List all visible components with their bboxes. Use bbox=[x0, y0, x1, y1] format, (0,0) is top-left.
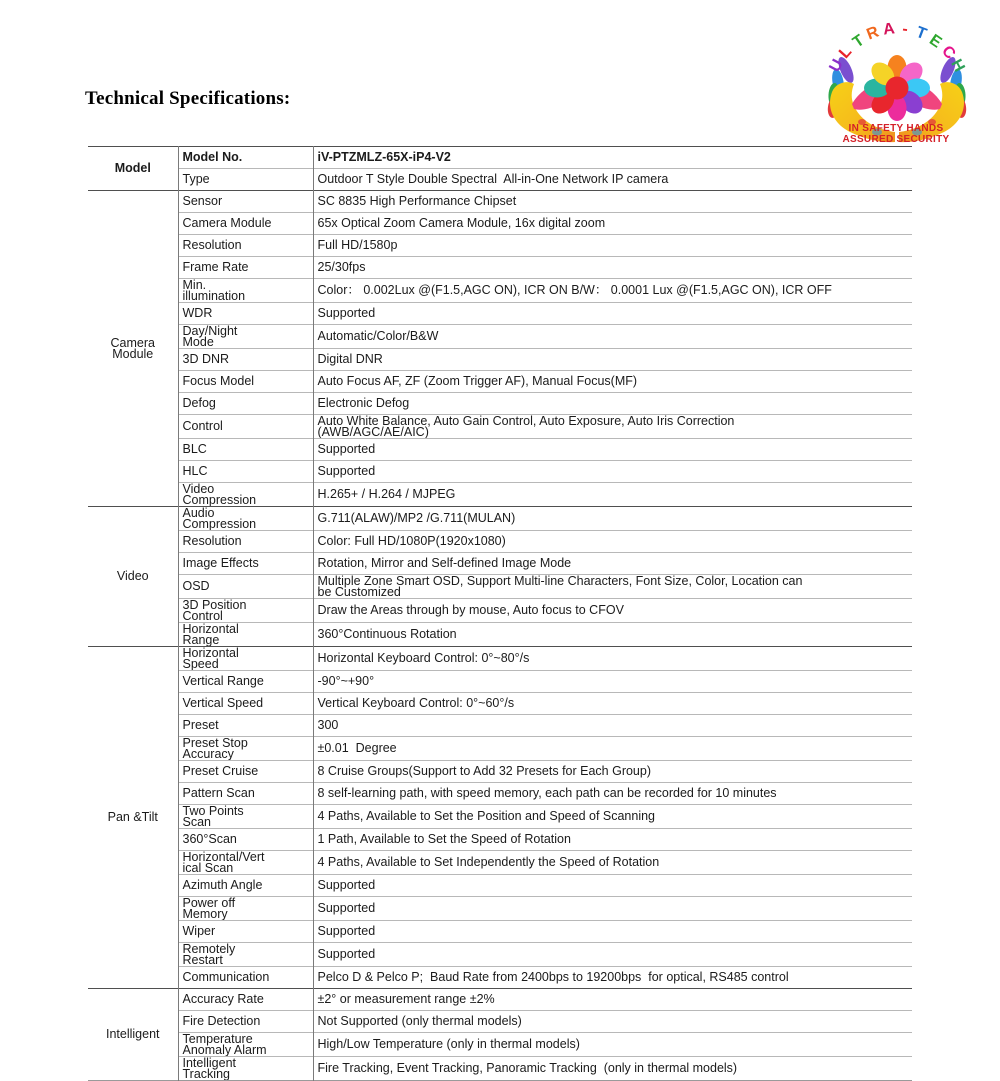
param-cell: Remotely Restart bbox=[178, 943, 313, 967]
param-cell: Accuracy Rate bbox=[178, 989, 313, 1011]
table-row bbox=[88, 805, 912, 829]
logo-letter: A bbox=[882, 20, 896, 40]
param-cell: Preset bbox=[178, 715, 313, 737]
logo-tagline-2: ASSURED SECURITY bbox=[842, 134, 950, 145]
value-cell: SC 8835 High Performance Chipset bbox=[313, 191, 912, 213]
value-cell: 25/30fps bbox=[313, 257, 912, 279]
param-cell: Min. illumination bbox=[178, 279, 313, 303]
table-row bbox=[88, 647, 912, 671]
table-row bbox=[88, 439, 912, 461]
table-row bbox=[88, 257, 912, 279]
param-cell: Sensor bbox=[178, 191, 313, 213]
table-row bbox=[88, 1011, 912, 1033]
param-cell: Day/Night Mode bbox=[178, 325, 313, 349]
logo-letter: L bbox=[836, 43, 856, 62]
param-cell: 3D Position Control bbox=[178, 599, 313, 623]
value-cell: Automatic/Color/B&W bbox=[313, 325, 912, 349]
value-cell: Rotation, Mirror and Self-defined Image Mode bbox=[313, 553, 912, 575]
param-cell: WDR bbox=[178, 303, 313, 325]
value-cell: Fire Tracking, Event Tracking, Panoramic Tracking (only in thermal models) bbox=[313, 1057, 912, 1081]
logo-letter: H bbox=[947, 56, 968, 75]
value-cell: Supported bbox=[313, 875, 912, 897]
table-row bbox=[88, 191, 912, 213]
value-cell: Pelco D & Pelco P; Baud Rate from 2400bps to 19200bps for optical, RS485 control bbox=[313, 967, 912, 989]
table-row bbox=[88, 715, 912, 737]
table-row bbox=[88, 575, 912, 599]
value-cell: 360°Continuous Rotation bbox=[313, 623, 912, 647]
param-cell: Pattern Scan bbox=[178, 783, 313, 805]
category-cell: Camera Module bbox=[88, 191, 178, 507]
logo-tagline-1: IN SAFETY HANDS bbox=[848, 123, 944, 134]
table-row bbox=[88, 531, 912, 553]
param-cell: Vertical Speed bbox=[178, 693, 313, 715]
logo-letter: C bbox=[937, 42, 959, 63]
spec-table-wrap bbox=[88, 146, 912, 1081]
logo-letter: E bbox=[926, 31, 945, 52]
value-cell: G.711(ALAW)/MP2 /G.711(MULAN) bbox=[313, 507, 912, 531]
param-cell: HLC bbox=[178, 461, 313, 483]
table-row bbox=[88, 761, 912, 783]
value-cell: Supported bbox=[313, 921, 912, 943]
table-row bbox=[88, 371, 912, 393]
value-cell: Vertical Keyboard Control: 0°~60°/s bbox=[313, 693, 912, 715]
category-cell: Model bbox=[88, 147, 178, 191]
param-cell: Vertical Range bbox=[178, 671, 313, 693]
value-cell: Auto Focus AF, ZF (Zoom Trigger AF), Manual Focus(MF) bbox=[313, 371, 912, 393]
table-row bbox=[88, 393, 912, 415]
value-cell: H.265+ / H.264 / MJPEG bbox=[313, 483, 912, 507]
value-cell: 4 Paths, Available to Set the Position and Speed of Scanning bbox=[313, 805, 912, 829]
table-row bbox=[88, 235, 912, 257]
value-cell: Supported bbox=[313, 897, 912, 921]
table-row bbox=[88, 671, 912, 693]
logo-letter: - bbox=[901, 21, 909, 39]
param-cell: Defog bbox=[178, 393, 313, 415]
value-cell: Color： 0.002Lux @(F1.5,AGC ON), ICR ON B/W： 0.0001 Lux @(F1.5,AGC ON), ICR OFF bbox=[313, 279, 912, 303]
table-row bbox=[88, 851, 912, 875]
value-cell: Electronic Defog bbox=[313, 393, 912, 415]
param-cell: 360°Scan bbox=[178, 829, 313, 851]
param-cell: Two Points Scan bbox=[178, 805, 313, 829]
value-cell: 300 bbox=[313, 715, 912, 737]
value-cell: High/Low Temperature (only in thermal models) bbox=[313, 1033, 912, 1057]
param-cell: Preset Stop Accuracy bbox=[178, 737, 313, 761]
value-cell: iV-PTZMLZ-65X-iP4-V2 bbox=[313, 147, 912, 169]
ultra-tech-logo bbox=[822, 6, 970, 148]
value-cell: Multiple Zone Smart OSD, Support Multi-line Characters, Font Size, Color, Location can be Customized bbox=[313, 575, 912, 599]
table-row bbox=[88, 1057, 912, 1081]
param-cell: Image Effects bbox=[178, 553, 313, 575]
table-row bbox=[88, 967, 912, 989]
param-cell: BLC bbox=[178, 439, 313, 461]
table-row bbox=[88, 169, 912, 191]
param-cell: Audio Compression bbox=[178, 507, 313, 531]
param-cell: Model No. bbox=[178, 147, 313, 169]
param-cell: Communication bbox=[178, 967, 313, 989]
logo-letter: T bbox=[913, 24, 929, 44]
table-row bbox=[88, 461, 912, 483]
param-cell: Type bbox=[178, 169, 313, 191]
value-cell: -90°~+90° bbox=[313, 671, 912, 693]
table-row bbox=[88, 875, 912, 897]
table-row bbox=[88, 783, 912, 805]
param-cell: Intelligent Tracking bbox=[178, 1057, 313, 1081]
table-row bbox=[88, 279, 912, 303]
value-cell: Supported bbox=[313, 303, 912, 325]
value-cell: ±2° or measurement range ±2% bbox=[313, 989, 912, 1011]
table-row bbox=[88, 599, 912, 623]
table-row bbox=[88, 553, 912, 575]
param-cell: Video Compression bbox=[178, 483, 313, 507]
value-cell: Color: Full HD/1080P(1920x1080) bbox=[313, 531, 912, 553]
table-row bbox=[88, 1033, 912, 1057]
table-row bbox=[88, 325, 912, 349]
value-cell: Outdoor T Style Double Spectral All-in-One Network IP camera bbox=[313, 169, 912, 191]
param-cell: Resolution bbox=[178, 235, 313, 257]
value-cell: Auto White Balance, Auto Gain Control, Auto Exposure, Auto Iris Correction (AWB/AGC/AE/AIC) bbox=[313, 415, 912, 439]
table-row bbox=[88, 829, 912, 851]
category-cell: Video bbox=[88, 507, 178, 647]
value-cell: Not Supported (only thermal models) bbox=[313, 1011, 912, 1033]
table-row bbox=[88, 897, 912, 921]
value-cell: 4 Paths, Available to Set Independently the Speed of Rotation bbox=[313, 851, 912, 875]
param-cell: Focus Model bbox=[178, 371, 313, 393]
value-cell: 65x Optical Zoom Camera Module, 16x digital zoom bbox=[313, 213, 912, 235]
value-cell: Digital DNR bbox=[313, 349, 912, 371]
table-row bbox=[88, 213, 912, 235]
param-cell: Frame Rate bbox=[178, 257, 313, 279]
table-row bbox=[88, 507, 912, 531]
page-title: Technical Specifications: bbox=[85, 88, 291, 109]
param-cell: Temperature Anomaly Alarm bbox=[178, 1033, 313, 1057]
param-cell: 3D DNR bbox=[178, 349, 313, 371]
param-cell: Camera Module bbox=[178, 213, 313, 235]
logo-letter: R bbox=[864, 23, 882, 44]
value-cell: 8 Cruise Groups(Support to Add 32 Presets for Each Group) bbox=[313, 761, 912, 783]
value-cell: ±0.01 Degree bbox=[313, 737, 912, 761]
value-cell: Supported bbox=[313, 943, 912, 967]
spec-table bbox=[88, 146, 912, 1081]
table-row bbox=[88, 349, 912, 371]
param-cell: Horizontal Range bbox=[178, 623, 313, 647]
value-cell: Draw the Areas through by mouse, Auto focus to CFOV bbox=[313, 599, 912, 623]
param-cell: Horizontal/Vert ical Scan bbox=[178, 851, 313, 875]
value-cell: 1 Path, Available to Set the Speed of Rotation bbox=[313, 829, 912, 851]
param-cell: Azimuth Angle bbox=[178, 875, 313, 897]
table-row bbox=[88, 693, 912, 715]
value-cell: Full HD/1580p bbox=[313, 235, 912, 257]
table-row bbox=[88, 303, 912, 325]
logo-letter: U bbox=[826, 56, 847, 75]
value-cell: Supported bbox=[313, 439, 912, 461]
param-cell: Control bbox=[178, 415, 313, 439]
param-cell: Resolution bbox=[178, 531, 313, 553]
logo-letter: T bbox=[849, 31, 868, 52]
param-cell: Power off Memory bbox=[178, 897, 313, 921]
param-cell: Wiper bbox=[178, 921, 313, 943]
category-cell: Intelligent bbox=[88, 989, 178, 1081]
table-row bbox=[88, 921, 912, 943]
table-row bbox=[88, 147, 912, 169]
table-row bbox=[88, 483, 912, 507]
value-cell: Supported bbox=[313, 461, 912, 483]
param-cell: Fire Detection bbox=[178, 1011, 313, 1033]
param-cell: OSD bbox=[178, 575, 313, 599]
category-cell: Pan &Tilt bbox=[88, 647, 178, 989]
value-cell: Horizontal Keyboard Control: 0°~80°/s bbox=[313, 647, 912, 671]
spec-table-body bbox=[88, 147, 912, 1081]
param-cell: Preset Cruise bbox=[178, 761, 313, 783]
table-row bbox=[88, 415, 912, 439]
table-row bbox=[88, 737, 912, 761]
value-cell: 8 self-learning path, with speed memory, each path can be recorded for 10 minutes bbox=[313, 783, 912, 805]
table-row bbox=[88, 943, 912, 967]
table-row bbox=[88, 623, 912, 647]
param-cell: Horizontal Speed bbox=[178, 647, 313, 671]
